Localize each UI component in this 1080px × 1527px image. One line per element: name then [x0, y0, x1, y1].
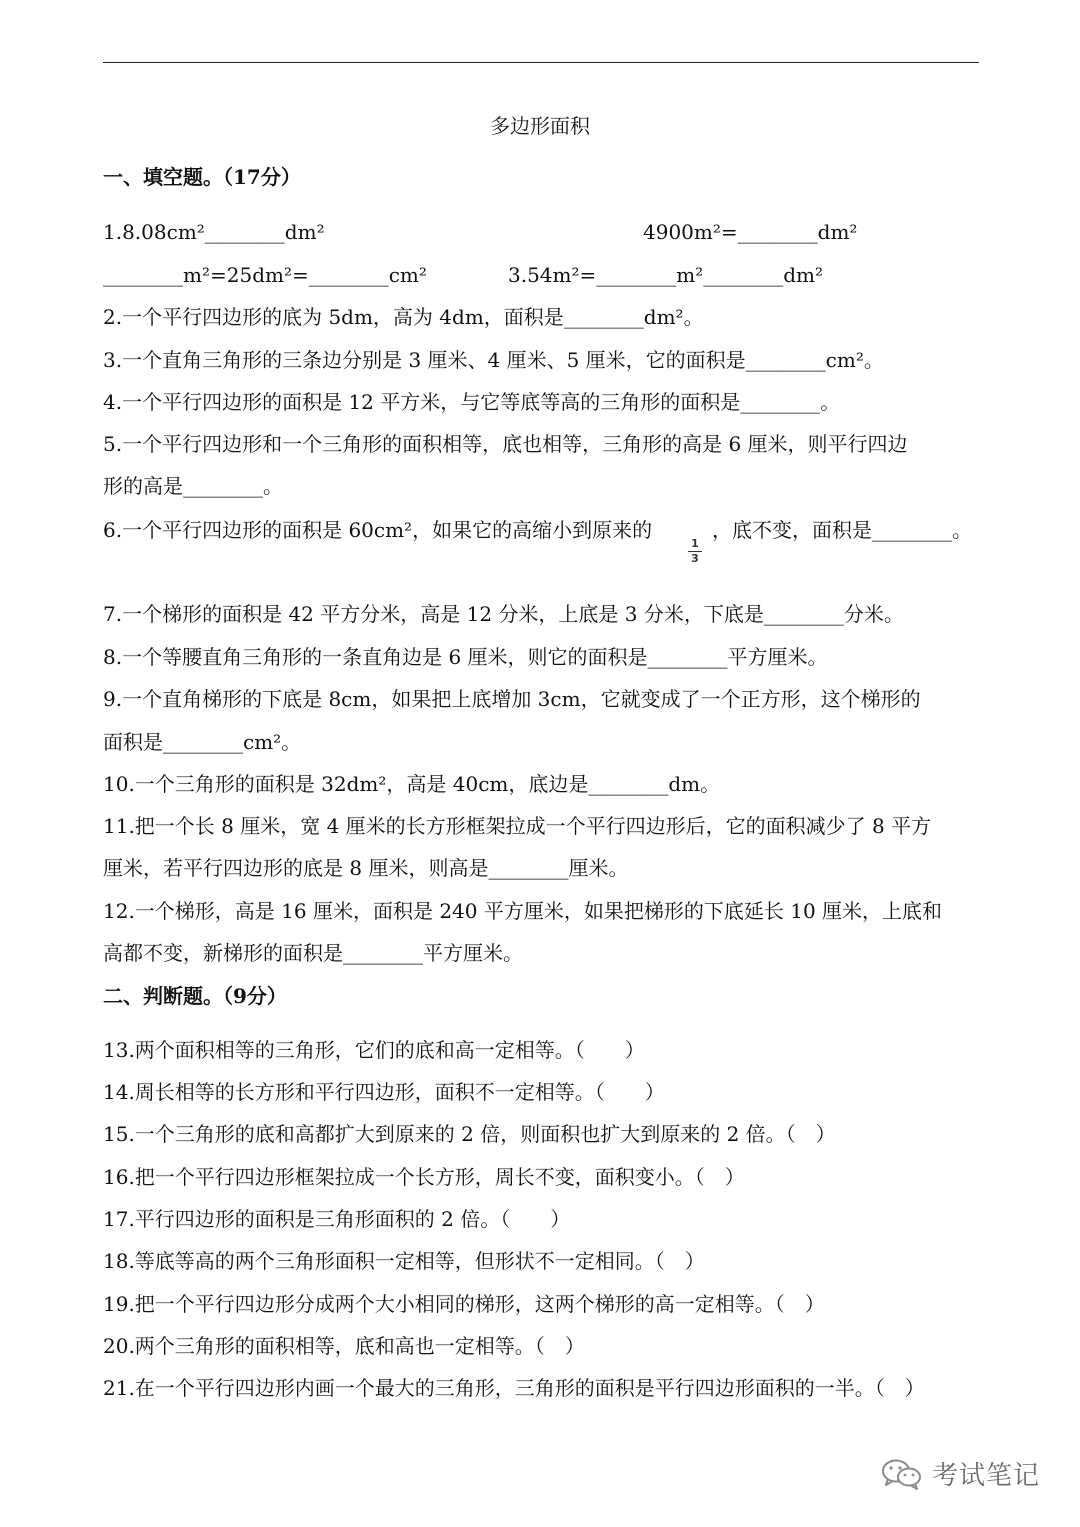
wechat-icon — [880, 1456, 924, 1492]
section-heading-fill-in: 一、填空题。（17分） — [103, 165, 301, 189]
question-21: 21.在一个平行四边形内画一个最大的三角形，三角形的面积是平行四边形面积的一半。（ ） — [103, 1376, 925, 1400]
page-title: 多边形面积 — [490, 114, 590, 138]
watermark-text: 考试笔记 — [932, 1461, 1041, 1491]
section-heading-true-false: 二、判断题。（9分） — [103, 984, 287, 1008]
question-12-line1: 12.一个梯形，高是 16 厘米，面积是 240 平方厘米，如果把梯形的下底延长 10 厘米，上底和 — [103, 899, 943, 923]
question-15: 15.一个三角形的底和高都扩大到原来的 2 倍，则面积也扩大到原来的 2 倍。（ ） — [103, 1122, 836, 1146]
question-3: 3.一个直角三角形的三条边分别是 3 厘米、4 厘米、5 厘米，它的面积是________cm²。 — [103, 348, 884, 372]
question-13: 13.两个面积相等的三角形，它们的底和高一定相等。（ ） — [103, 1038, 645, 1062]
question-9-line2: 面积是________cm²。 — [103, 730, 302, 754]
question-16: 16.把一个平行四边形框架拉成一个长方形，周长不变，面积变小。（ ） — [103, 1165, 745, 1189]
question-5-line1: 5.一个平行四边形和一个三角形的面积相等，底也相等，三角形的高是 6 厘米，则平行四边 — [103, 432, 908, 456]
question-11-line1: 11.把一个长 8 厘米，宽 4 厘米的长方形框架拉成一个平行四边形后，它的面积减少了 8 平方 — [103, 814, 932, 838]
question-11-line2: 厘米，若平行四边形的底是 8 厘米，则高是________厘米。 — [103, 856, 629, 880]
question-6-before: 6.一个平行四边形的面积是 60cm²，如果它的高缩小到原来的 — [103, 518, 653, 542]
watermark — [880, 1455, 1040, 1492]
question-6-after: ，底不变，面积是________。 — [712, 518, 972, 542]
question-1d: 3.54m²=________m²________dm² — [508, 263, 824, 287]
question-18: 18.等底等高的两个三角形面积一定相等，但形状不一定相同。（ ） — [103, 1249, 705, 1273]
question-2: 2.一个平行四边形的底为 5dm，高为 4dm，面积是________dm²。 — [103, 305, 704, 329]
fraction-denominator: 3 — [691, 552, 699, 565]
fraction-one-third — [688, 538, 702, 565]
question-20: 20.两个三角形的面积相等，底和高也一定相等。（ ） — [103, 1334, 585, 1358]
question-12-line2: 高都不变，新梯形的面积是________平方厘米。 — [103, 941, 523, 965]
question-5-line2: 形的高是________。 — [103, 474, 283, 498]
question-19: 19.把一个平行四边形分成两个大小相同的梯形，这两个梯形的高一定相等。（ ） — [103, 1292, 825, 1316]
question-1c: ________m²=25dm²=________cm² — [103, 263, 427, 287]
question-7: 7.一个梯形的面积是 42 平方分米，高是 12 分米，上底是 3 分米，下底是________分米。 — [103, 602, 904, 626]
question-10: 10.一个三角形的面积是 32dm²，高是 40cm，底边是________dm。 — [103, 772, 721, 796]
question-17: 17.平行四边形的面积是三角形面积的 2 倍。（ ） — [103, 1207, 571, 1231]
question-9-line1: 9.一个直角梯形的下底是 8cm，如果把上底增加 3cm，它就变成了一个正方形，这个梯形的 — [103, 687, 921, 711]
header-rule — [103, 62, 979, 63]
question-8: 8.一个等腰直角三角形的一条直角边是 6 厘米，则它的面积是________平方厘米。 — [103, 645, 828, 669]
question-1a: 1.8.08cm²________dm² — [103, 220, 325, 244]
fraction-numerator: 1 — [691, 537, 699, 550]
question-4: 4.一个平行四边形的面积是 12 平方米，与它等底等高的三角形的面积是________。 — [103, 390, 841, 414]
question-14: 14.周长相等的长方形和平行四边形，面积不一定相等。（ ） — [103, 1080, 665, 1104]
question-1b: 4900m²=________dm² — [643, 220, 858, 244]
